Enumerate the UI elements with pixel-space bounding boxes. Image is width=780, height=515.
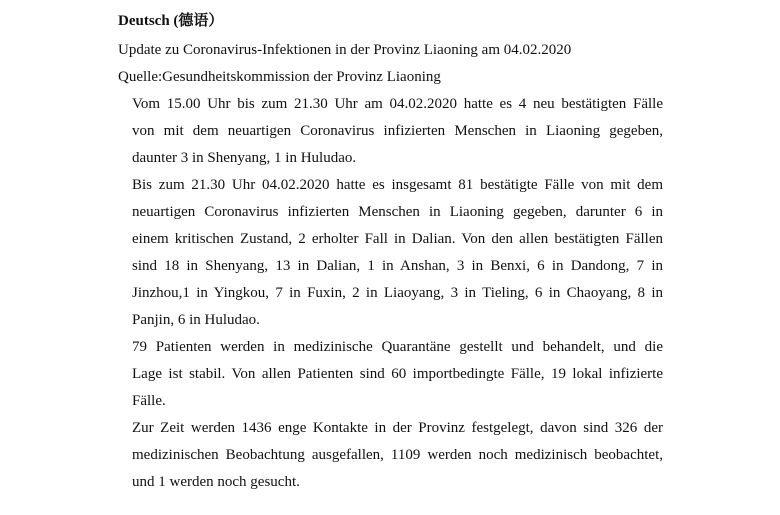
paragraph-line: medizinischen Beobachtung ausgefallen, 1109 werden noch medizinisch beobachtet,: [132, 447, 663, 463]
paragraph-contacts: [118, 415, 663, 496]
paragraph-new-cases: [118, 91, 663, 172]
document-source: Quelle:Gesundheitskommission der Provinz Liaoning: [118, 69, 441, 85]
paragraph-line: Panjin, 6 in Huludao.: [132, 312, 260, 328]
language-heading: Deutsch (德语）: [118, 13, 224, 29]
paragraph-line: Bis zum 21.30 Uhr 04.02.2020 hatte es insgesamt 81 bestätigte Fälle von mit dem: [132, 177, 663, 193]
document: [118, 10, 663, 496]
paragraph-line: und 1 werden noch gesucht.: [132, 474, 300, 490]
paragraph-line: 79 Patienten werden in medizinische Quarantäne gestellt und behandelt, und die: [132, 339, 663, 355]
paragraph-line: Lage ist stabil. Von allen Patienten sind 60 importbedingte Fälle, 19 lokal infizierte: [132, 366, 663, 382]
paragraph-line: neuartigen Coronavirus infizierten Menschen in Liaoning gegeben, darunter 6 in: [132, 204, 663, 220]
paragraph-line: Jinzhou,1 in Yingkou, 7 in Fuxin, 2 in Liaoyang, 3 in Tieling, 6 in Chaoyang, 8 in: [132, 285, 663, 301]
document-title: Update zu Coronavirus-Infektionen in der Provinz Liaoning am 04.02.2020: [118, 42, 572, 58]
paragraph-total-cases: [118, 172, 663, 334]
paragraph-line: sind 18 in Shenyang, 13 in Dalian, 1 in Anshan, 3 in Benxi, 6 in Dandong, 7 in: [132, 258, 663, 274]
paragraph-line: einem kritischen Zustand, 2 erholter Fall in Dalian. Von den allen bestätigten Fällen: [132, 231, 663, 247]
paragraph-line: daunter 3 in Shenyang, 1 in Huludao.: [132, 150, 357, 166]
paragraph-line: von mit dem neuartigen Coronavirus infizierten Menschen in Liaoning gegeben,: [132, 123, 663, 139]
paragraph-line: Vom 15.00 Uhr bis zum 21.30 Uhr am 04.02.2020 hatte es 4 neu bestätigten Fälle: [132, 96, 663, 112]
paragraph-quarantine: [118, 334, 663, 415]
paragraph-line: Fälle.: [132, 393, 166, 409]
paragraph-line: Zur Zeit werden 1436 enge Kontakte in der Provinz festgelegt, davon sind 326 der: [132, 420, 663, 436]
